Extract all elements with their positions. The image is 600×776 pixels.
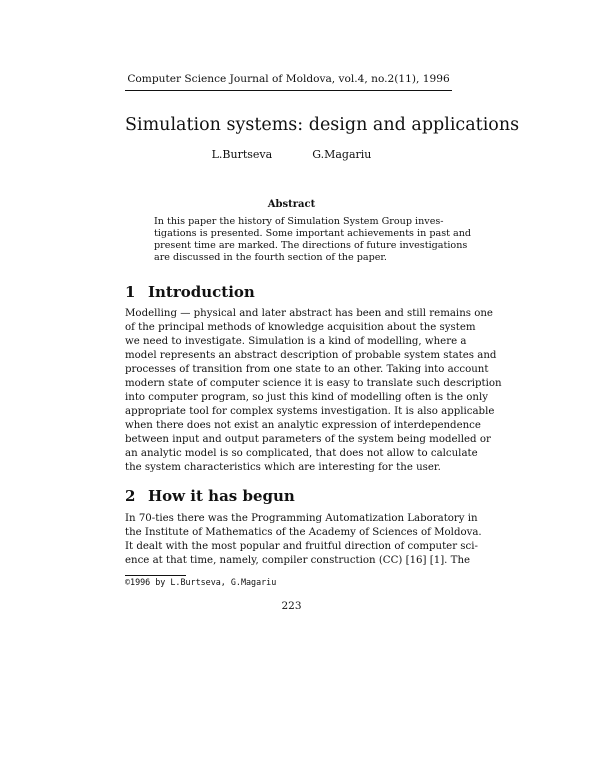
abstract-heading: Abstract [267, 199, 316, 210]
paragraph-line: we need to investigate. Simulation is a kind of modelling, where a [125, 336, 467, 347]
paragraph-line: the system characteristics which are interesting for the user. [125, 462, 441, 473]
paragraph-line: It dealt with the most popular and fruitful direction of computer sci- [125, 541, 478, 552]
footnote-rule [125, 575, 186, 576]
abstract-line: present time are marked. The directions of future investigations [154, 240, 468, 251]
paragraph-line: modern state of computer science it is easy to translate such description [125, 378, 502, 389]
section-heading-how-it-has-begun [125, 487, 295, 505]
paragraph-line: model represents an abstract description of probable system states and [125, 350, 497, 361]
paragraph-line: when there does not exist an analytic expression of interdependence [125, 420, 481, 431]
paragraph-line: Modelling — physical and later abstract has been and still remains one [125, 308, 493, 319]
paragraph-line: into computer program, so just this kind of modelling often is the only [125, 392, 488, 403]
section-title: How it has begun [148, 487, 295, 505]
paragraph-line: of the principal methods of knowledge acquisition about the system [125, 322, 476, 333]
abstract-line: are discussed in the fourth section of the paper. [154, 252, 387, 263]
paragraph-line: processes of transition from one state to an other. Taking into account [125, 364, 489, 375]
paper-title: Simulation systems: design and applications [125, 115, 520, 135]
running-header: Computer Science Journal of Moldova, vol.4, no.2(11), 1996 [127, 73, 450, 85]
section-number: 1 [125, 283, 136, 301]
paragraph-line: In 70-ties there was the Programming Automatization Laboratory in [125, 513, 478, 524]
paragraph-line: an analytic model is so complicated, that does not allow to calculate [125, 448, 478, 459]
header-rule [125, 90, 452, 91]
section-heading-introduction [125, 283, 255, 301]
paragraph-line: the Institute of Mathematics of the Academy of Sciences of Moldova. [125, 527, 482, 538]
section-number: 2 [125, 487, 136, 505]
abstract-line: tigations is presented. Some important achievements in past and [154, 228, 472, 239]
copyright-footnote: ©1996 by L.Burtseva, G.Magariu [125, 577, 277, 587]
authors [125, 148, 458, 162]
section-title: Introduction [148, 283, 255, 301]
page-number: 223 [281, 600, 302, 612]
paragraph-line: between input and output parameters of the system being modelled or [125, 434, 491, 445]
paragraph-line: appropriate tool for complex systems investigation. It is also applicable [125, 406, 495, 417]
paragraph-line: ence at that time, namely, compiler construction (CC) [16] [1]. The [125, 555, 471, 566]
author-name: L.Burtseva [211, 148, 273, 161]
author-name: G.Magariu [312, 148, 372, 161]
abstract-line: In this paper the history of Simulation System Group inves- [154, 216, 444, 227]
